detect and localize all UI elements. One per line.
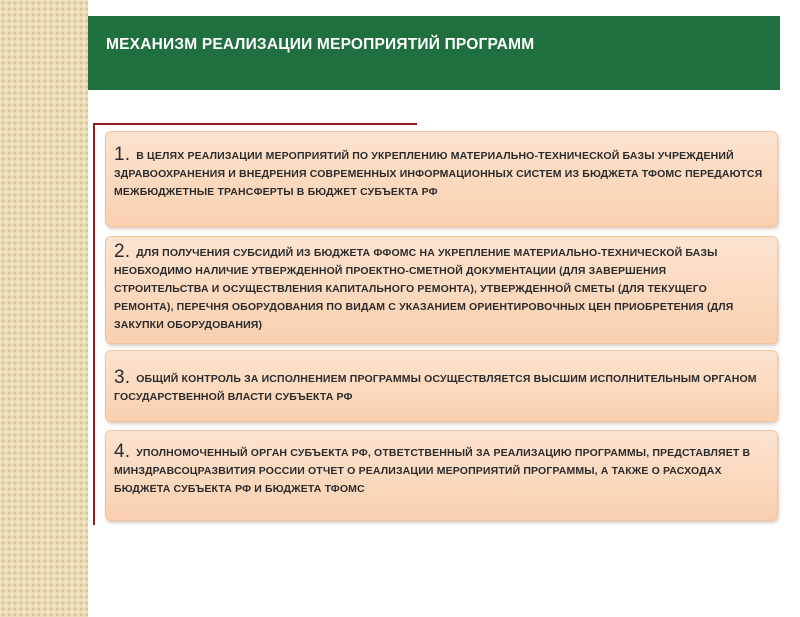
- item-number-1: 1.: [114, 144, 131, 165]
- accent-rule-vertical: [93, 123, 95, 525]
- item-body-4: УПОЛНОМОЧЕННЫЙ ОРГАН СУБЪЕКТА РФ, ОТВЕТСТВЕННЫЙ ЗА РЕАЛИЗАЦИЮ ПРОГРАММЫ, ПРЕДСТАВЛЯЕТ В МИНЗДРАВСОЦРАЗВИТИЯ РОССИИ ОТЧЕТ О РЕАЛИЗАЦИИ МЕРОПРИЯТИЙ ПРОГРАММЫ, А ТАКЖЕ О РАСХОДАХ БЮДЖЕТА СУБЪЕКТА РФ И БЮДЖЕТА ТФОМС: [114, 447, 751, 495]
- item-text-4: [114, 443, 763, 498]
- item-card-1: [105, 131, 778, 227]
- page-title: МЕХАНИЗМ РЕАЛИЗАЦИИ МЕРОПРИЯТИЙ ПРОГРАММ: [106, 36, 535, 53]
- item-body-2: ДЛЯ ПОЛУЧЕНИЯ СУБСИДИЙ ИЗ БЮДЖЕТА ФФОМС НА УКРЕПЛЕНИЕ МАТЕРИАЛЬНО-ТЕХНИЧЕСКОЙ БАЗЫ НЕОБХОДИМО НАЛИЧИЕ УТВЕРЖДЕННОЙ ПРОЕКТНО-СМЕТНОЙ ДОКУМЕНТАЦИИ (ДЛЯ ЗАВЕРШЕНИЯ СТРОИТЕЛЬСТВА И ОСУЩЕСТВЛЕНИЯ КАПИТАЛЬНОГО РЕМОНТА), УТВЕРЖДЕННОЙ СМЕТЫ (ДЛЯ ТЕКУЩЕГО РЕМОНТА), ПЕРЕЧНЯ ОБОРУДОВАНИЯ ПО ВИДАМ С УКАЗАНИЕМ ОРИЕНТИРОВОЧНЫХ ЦЕН ПРИОБРЕТЕНИЯ (ДЛЯ ЗАКУПКИ ОБОРУДОВАНИЯ): [114, 247, 734, 331]
- item-card-4: [105, 430, 778, 521]
- item-number-2: 2.: [114, 241, 131, 262]
- item-body-3: ОБЩИЙ КОНТРОЛЬ ЗА ИСПОЛНЕНИЕМ ПРОГРАММЫ ОСУЩЕСТВЛЯЕТСЯ ВЫСШИМ ИСПОЛНИТЕЛЬНЫМ ОРГАНОМ ГОСУДАРСТВЕННОЙ ВЛАСТИ СУБЪЕКТА РФ: [114, 373, 757, 403]
- item-text-1: [114, 146, 763, 201]
- accent-rule-horizontal: [93, 123, 417, 125]
- item-number-3: 3.: [114, 367, 131, 388]
- item-text-2: [114, 243, 763, 334]
- item-card-3: [105, 350, 778, 422]
- decorative-side-strip: [0, 0, 88, 617]
- item-number-4: 4.: [114, 441, 131, 462]
- item-body-1: В ЦЕЛЯХ РЕАЛИЗАЦИИ МЕРОПРИЯТИЙ ПО УКРЕПЛЕНИЮ МАТЕРИАЛЬНО-ТЕХНИЧЕСКОЙ БАЗЫ УЧРЕЖДЕНИЙ ЗДРАВООХРАНЕНИЯ И ВНЕДРЕНИЯ СОВРЕМЕННЫХ ИНФОРМАЦИОННЫХ СИСТЕМ ИЗ БЮДЖЕТА ТФОМС ПЕРЕДАЮТСЯ МЕЖБЮДЖЕТНЫЕ ТРАНСФЕРТЫ В БЮДЖЕТ СУБЪЕКТА РФ: [114, 150, 763, 198]
- item-card-2: [105, 236, 778, 344]
- item-text-3: [114, 369, 763, 406]
